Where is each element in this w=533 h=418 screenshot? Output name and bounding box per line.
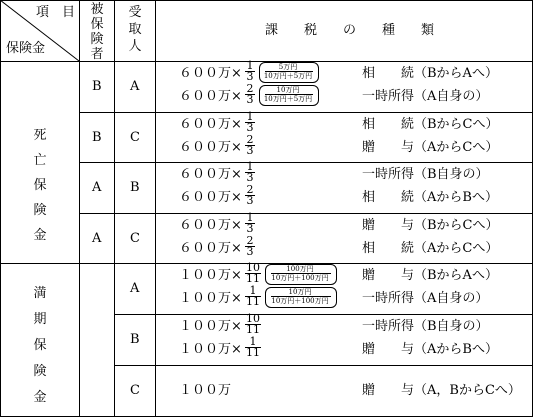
header-recipient [127,4,143,55]
amount-text: ６００万× [179,218,242,233]
fraction [245,84,255,105]
tax-type-text: 贈 与（BからCへ） [362,218,499,233]
header-row-label: 保険金 [6,41,46,56]
row-divider [79,213,533,214]
row-divider [114,314,533,315]
header-insured-char: 保 [90,17,104,32]
tax-type-text: 一時所得（B自身の） [362,319,489,334]
insured-cell: B [92,79,102,94]
fraction-numerator: 2 [246,183,254,196]
fraction-denominator: 3 [246,70,254,83]
fraction-numerator: 2 [246,133,254,146]
tax-type-text: 相 続（BからCへ） [362,117,499,132]
amount-text: ６００万× [179,167,242,182]
tax-type-text: 贈 与（BからAへ） [362,268,498,283]
fraction-numerator: 2 [246,234,254,247]
ratio-denominator: 10万円＋100万円 [271,274,329,282]
fraction-denominator: 3 [246,194,254,207]
tax-type-text: 一時所得（B自身の） [362,167,489,182]
header-insured-char: 険 [90,32,104,47]
fraction [245,162,255,183]
header-item-label: 項 目 [36,5,76,20]
row-divider [114,365,533,366]
group-label-char: 険 [33,203,47,218]
fraction [245,236,255,257]
col-divider [114,0,115,417]
ratio-denominator: 10万円＋5万円 [263,72,313,80]
amount-text: ６００万× [179,89,242,104]
amount-text: ６００万× [179,117,242,132]
amount-text: ６００万× [179,66,242,81]
recipient-cell: C [130,129,140,145]
fraction [245,286,261,307]
fraction-numerator: 1 [246,160,254,173]
fraction-denominator: 3 [246,121,254,134]
tax-type-text: 一時所得（A自身の） [362,291,489,306]
fraction-numerator: 1 [249,335,257,348]
fraction-denominator: 3 [246,144,254,157]
group-divider [0,263,533,264]
row-divider [79,162,533,163]
fraction [245,61,255,82]
recipient-cell: B [130,332,140,347]
tax-type-text: 贈 与（A，BからCへ） [362,383,521,398]
group-label-char: 死 [33,128,47,143]
fraction-numerator: 1 [246,211,254,224]
fraction [245,337,261,358]
group-label-char: 亡 [33,153,47,168]
fraction [245,213,255,234]
group-label-char: 期 [33,312,47,327]
amount-text: １００万 [179,383,232,398]
ratio-denominator: 10万円＋5万円 [263,95,313,103]
amount-text: ６００万× [179,140,242,155]
group-label-char: 険 [33,364,47,379]
insured-cell: A [92,230,102,246]
header-insured [89,2,105,62]
group-label-char: 金 [33,228,47,243]
fraction-denominator: 3 [246,222,254,235]
header-tax-type: 課 税 の 種 類 [265,23,435,38]
fraction-numerator: 2 [246,82,254,95]
recipient-cell: B [130,180,140,195]
fraction-denominator: 3 [246,93,254,106]
tax-type-text: 相 続（AからBへ） [362,190,498,205]
fraction-denominator: 11 [246,323,260,336]
fraction-numerator: 10 [246,261,260,274]
tax-type-text: 贈 与（AからBへ） [362,342,498,357]
fraction-numerator: 1 [246,110,254,123]
recipient-cell: C [130,230,140,246]
fraction [245,314,261,335]
header-insured-char: 者 [90,47,104,62]
fraction-denominator: 3 [246,171,254,184]
amount-text: １００万× [179,319,242,334]
recipient-cell: A [130,281,140,296]
tax-type-text: 相 続（AからCへ） [362,241,499,256]
fraction [245,112,255,133]
table-border-left [0,0,1,417]
header-recipient-char: 受 [128,5,142,20]
ratio-numerator: 5万円 [278,63,298,71]
tax-type-text: 一時所得（A自身の） [362,89,489,104]
fraction-denominator: 11 [246,295,260,308]
ratio-numerator: 10万円 [288,288,312,296]
fraction-denominator: 11 [246,272,260,285]
row-divider [79,112,533,113]
header-recipient-char: 人 [128,39,142,54]
col-divider [155,0,156,417]
group-label-death-insurance [32,123,48,248]
col-divider [79,0,80,417]
amount-text: ６００万× [179,190,242,205]
ratio-denominator: 10万円＋100万円 [271,297,329,305]
fraction-numerator: 1 [249,284,257,297]
fraction-numerator: 1 [246,59,254,72]
fraction [245,135,255,156]
amount-text: １００万× [179,342,242,357]
group-label-char: 保 [33,178,47,193]
recipient-cell: A [130,79,140,94]
group-label-char: 金 [33,390,47,405]
header-insured-char: 被 [90,2,104,17]
fraction [245,263,261,284]
tax-type-text: 贈 与（AからCへ） [362,140,499,155]
fraction-denominator: 11 [246,346,260,359]
fraction [245,185,255,206]
header-recipient-char: 取 [128,22,142,37]
amount-text: ６００万× [179,241,242,256]
amount-text: １００万× [179,268,242,283]
insured-cell: A [92,180,102,195]
group-label-char: 保 [33,338,47,353]
ratio-numerator: 10万円 [276,86,300,94]
fraction-numerator: 10 [246,312,260,325]
tax-type-text: 相 続（BからAへ） [362,66,498,81]
recipient-cell: C [130,383,140,398]
group-label-char: 満 [33,286,47,301]
ratio-numerator: 100万円 [286,265,314,273]
fraction-denominator: 3 [246,245,254,258]
amount-text: １００万× [179,291,242,306]
insured-cell: B [92,129,102,145]
group-label-maturity-insurance [32,281,48,411]
